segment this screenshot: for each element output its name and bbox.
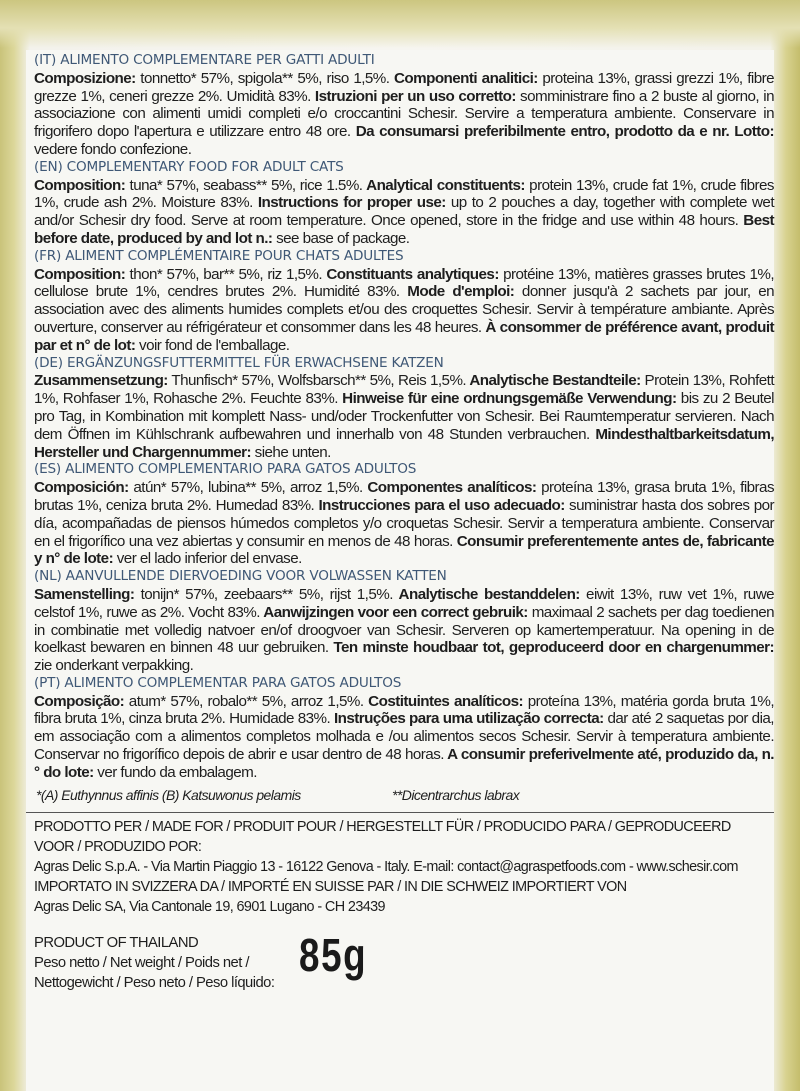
section-body xyxy=(34,693,774,782)
produced-for-label: PRODOTTO PER / MADE FOR / PRODUIT POUR / HERGESTELLT FÜR / PRODUCIDO PARA / GEPRODUCEERD VOOR / PRODUZIDO POR: xyxy=(34,818,731,855)
instructions-label: Instructions for proper use: xyxy=(252,194,446,212)
best-before-text: ver fundo da embalagem. xyxy=(93,763,257,781)
section-body xyxy=(34,266,774,355)
instructions-label: Istruzioni per un uso corretto: xyxy=(310,87,516,105)
manufacturer-address: Agras Delic S.p.A. - Via Martin Piaggio 13 - 16122 Genova - Italy. E-mail: contact@agraspetfoods.com - www.schesir.com xyxy=(34,858,738,875)
language-sections xyxy=(34,52,774,782)
composition-label: Composizione: xyxy=(34,69,136,87)
section-title: (NL) AANVULLENDE DIERVOEDING VOOR VOLWASSEN KATTEN xyxy=(34,568,447,585)
language-section xyxy=(34,248,774,355)
best-before-label: À consommer de préférence avant, produit par et n° de lot: xyxy=(34,318,774,354)
country-of-origin: PRODUCT OF THAILAND xyxy=(34,934,199,951)
composition-label: Composição: xyxy=(34,692,125,710)
composition-text: tonijn* 57%, zeebaars** 5%, rijst 1,5%. xyxy=(134,585,393,603)
instructions-text: up to 2 pouches a day, together with complete wet and/or Schesir dry food. Serve at room temperature. Once opened, store in the fridge and use within 48 hours. xyxy=(34,194,774,230)
instructions-text: donner jusqu'à 2 sachets par jour, en association avec des aliments humides complets et/ou des croquettes Schesir. Servir à température ambiante. Après ouverture, conserver au réfrigérateur et consommer dans les 48 heures. xyxy=(34,283,775,336)
analytical-label: Constituants analytiques: xyxy=(322,265,499,283)
composition-text: tonnetto* 57%, spigola** 5%, riso 1,5%. xyxy=(135,69,390,87)
instructions-label: Aanwijzingen voor een correct gebruik: xyxy=(259,603,528,621)
package-top-band xyxy=(0,0,800,48)
language-section xyxy=(34,159,774,248)
instructions-label: Instruções para uma utilização correcta: xyxy=(330,710,604,728)
best-before-label: Consumir preferentemente antes de, fabricante y n° de lote: xyxy=(34,532,775,568)
instructions-text: suministrar hasta dos sobres por día, acompañadas de piensos húmedos completos y/o croquetas Schesir. Servir a temperatura ambiente. Conservar en el frigorífico una vez abiertas y consumir en menos de 48 horas. xyxy=(34,496,774,550)
analytical-text: protéine 13%, matières grasses brutes 1%, cellulose brute 1%, cendres brutes 2%. Humidité 83%. xyxy=(34,265,774,301)
language-section xyxy=(34,675,774,782)
swiss-importer-address: Agras Delic SA, Via Cantonale 19, 6901 Lugano - CH 23439 xyxy=(34,898,385,915)
section-body xyxy=(34,586,774,675)
best-before-label: Mindesthaltbarkeitsdatum, Hersteller und Chargennummer: xyxy=(34,425,774,461)
analytical-label: Analytische Bestandteile: xyxy=(466,372,641,390)
best-before-label: Ten minste houdbaar tot, geproduceerd door en chargenummer: xyxy=(328,639,774,657)
composition-text: thon* 57%, bar** 5%, riz 1,5%. xyxy=(125,265,323,283)
instructions-text: bis zu 2 Beutel pro Tag, in Kombination mit komplett Nass- und/oder Trockenfutter von Schesir. Bei Raumtemperatur servieren. Nach dem Öffnen im Kühlschrank aufbewahren und innerhalb von 48 Stunden verbrauchen. xyxy=(34,390,775,443)
section-title: (PT) ALIMENTO COMPLEMENTAR PARA GATOS ADULTOS xyxy=(34,674,402,691)
best-before-label: Da consumarsi preferibilmente entro, prodotto da e nr. Lotto: xyxy=(350,123,774,141)
instructions-text: maximaal 2 sachets per dag toedienen in combinatie met volledig natvoer en/of droogvoer van Schesir. Serveren op kamertemperatuur. Na opening in de koelkast bewaren en binnen 48 uur gebruiken. xyxy=(34,603,775,657)
section-title: (DE) ERGÄNZUNGSFUTTERMITTEL FÜR ERWACHSENE KATZEN xyxy=(34,354,444,371)
best-before-text: ver el lado inferior del envase. xyxy=(113,550,302,568)
composition-label: Composition: xyxy=(34,176,126,194)
analytical-text: protein 13%, crude fat 1%, crude fibres 1%, crude ash 2%. Moisture 83%. xyxy=(34,176,774,212)
analytical-text: proteina 13%, grassi grezzi 1%, fibre grezze 1%, ceneri grezze 2%. Umidità 83%. xyxy=(34,69,774,105)
analytical-label: Analytische bestanddelen: xyxy=(392,585,580,603)
footnotes xyxy=(34,784,774,806)
section-body xyxy=(34,479,774,568)
composition-label: Composición: xyxy=(34,479,129,497)
instructions-label: Instrucciones para el uso adecuado: xyxy=(314,496,565,514)
section-title: (FR) ALIMENT COMPLÉMENTAIRE POUR CHATS ADULTES xyxy=(34,247,404,264)
analytical-text: proteína 13%, grasa bruta 1%, fibras brutas 1%, ceniza bruta 2%. Humedad 83%. xyxy=(34,479,775,514)
section-title: (IT) ALIMENTO COMPLEMENTARE PER GATTI ADULTI xyxy=(34,52,375,68)
best-before-text: siehe unten. xyxy=(250,443,331,461)
label-text xyxy=(34,52,774,997)
instructions-label: Mode d'emploi: xyxy=(399,283,515,301)
best-before-label: Best before date, produced by and lot n.: xyxy=(34,212,774,247)
composition-text: atún* 57%, lubina** 5%, arroz 1,5%. xyxy=(128,479,363,497)
analytical-text: proteína 13%, matéria gorda bruta 1%, fibra bruta 1%, cinza bruta 2%. Humidade 83%. xyxy=(34,692,774,728)
footnote-seabass: **Dicentrarchus labrax xyxy=(392,786,520,803)
section-title: (ES) ALIMENTO COMPLEMENTARIO PARA GATOS ADULTOS xyxy=(34,461,417,478)
instructions-label: Hinweise für eine ordnungsgemäße Verwendung: xyxy=(337,390,677,408)
composition-label: Composition: xyxy=(34,265,126,283)
analytical-label: Componentes analíticos: xyxy=(362,479,537,497)
instructions-text: dar até 2 saquetas por dia, em associação com a alimentos completos molhada e /ou alimentos secos Schesir. Servir à temperatura ambiente. Conservar no frigorífico depois de abrir e usar dentro de 48 horas. xyxy=(34,710,774,764)
section-title: (EN) COMPLEMENTARY FOOD FOR ADULT CATS xyxy=(34,158,344,175)
analytical-label: Componenti analitici: xyxy=(389,69,538,87)
footnote-tuna: *(A) Euthynnus affinis (B) Katsuwonus pelamis xyxy=(36,786,301,803)
composition-label: Samenstelling: xyxy=(34,585,135,603)
section-body xyxy=(34,372,774,461)
analytical-label: Analytical constituents: xyxy=(362,176,525,194)
net-weight-label-1: Peso netto / Net weight / Poids net / xyxy=(34,954,249,971)
manufacturer-block xyxy=(34,817,774,917)
instructions-text: somministrare fino a 2 buste al giorno, in associazione con alimenti umidi completi e/o croccantini Schesir. Servire a temperatura ambiente. Conservare in frigorifero dopo l'apertura e utilizzare entro 48 ore. xyxy=(34,87,774,141)
best-before-text: voir fond de l'emballage. xyxy=(135,336,290,354)
section-body xyxy=(34,177,774,248)
net-weight-value: 85g xyxy=(299,928,368,981)
language-section xyxy=(34,461,774,568)
best-before-text: vedere fondo confezione. xyxy=(34,140,192,158)
section-body xyxy=(34,70,774,159)
composition-label: Zusammensetzung: xyxy=(34,372,168,390)
composition-text: tuna* 57%, seabass** 5%, rice 1.5%. xyxy=(125,176,363,194)
analytical-text: Protein 13%, Rohfett 1%, Rohfaser 1%, Rohasche 2%. Feuchte 83%. xyxy=(34,372,774,408)
best-before-label: A consumir preferivelmente até, produzido da, n.° do lote: xyxy=(34,746,774,781)
analytical-text: eiwit 13%, ruw vet 1%, ruwe celstof 1%, ruwe as 2%. Vocht 83%. xyxy=(34,585,775,621)
language-section xyxy=(34,52,774,159)
best-before-text: zie onderkant verpakking. xyxy=(34,657,194,675)
language-section xyxy=(34,355,774,462)
best-before-text: see base of package. xyxy=(272,229,410,247)
composition-text: Thunfisch* 57%, Wolfsbarsch** 5%, Reis 1,5%. xyxy=(167,372,467,390)
divider xyxy=(26,812,774,813)
composition-text: atum* 57%, robalo** 5%, arroz 1,5%. xyxy=(124,692,364,710)
language-section xyxy=(34,568,774,675)
analytical-label: Costituintes analíticos: xyxy=(363,692,524,710)
imported-label: IMPORTATO IN SVIZZERA DA / IMPORTÉ EN SUISSE PAR / IN DIE SCHWEIZ IMPORTIERT VON xyxy=(34,878,627,895)
net-weight-label-2: Nettogewicht / Peso neto / Peso líquido: xyxy=(34,974,275,991)
